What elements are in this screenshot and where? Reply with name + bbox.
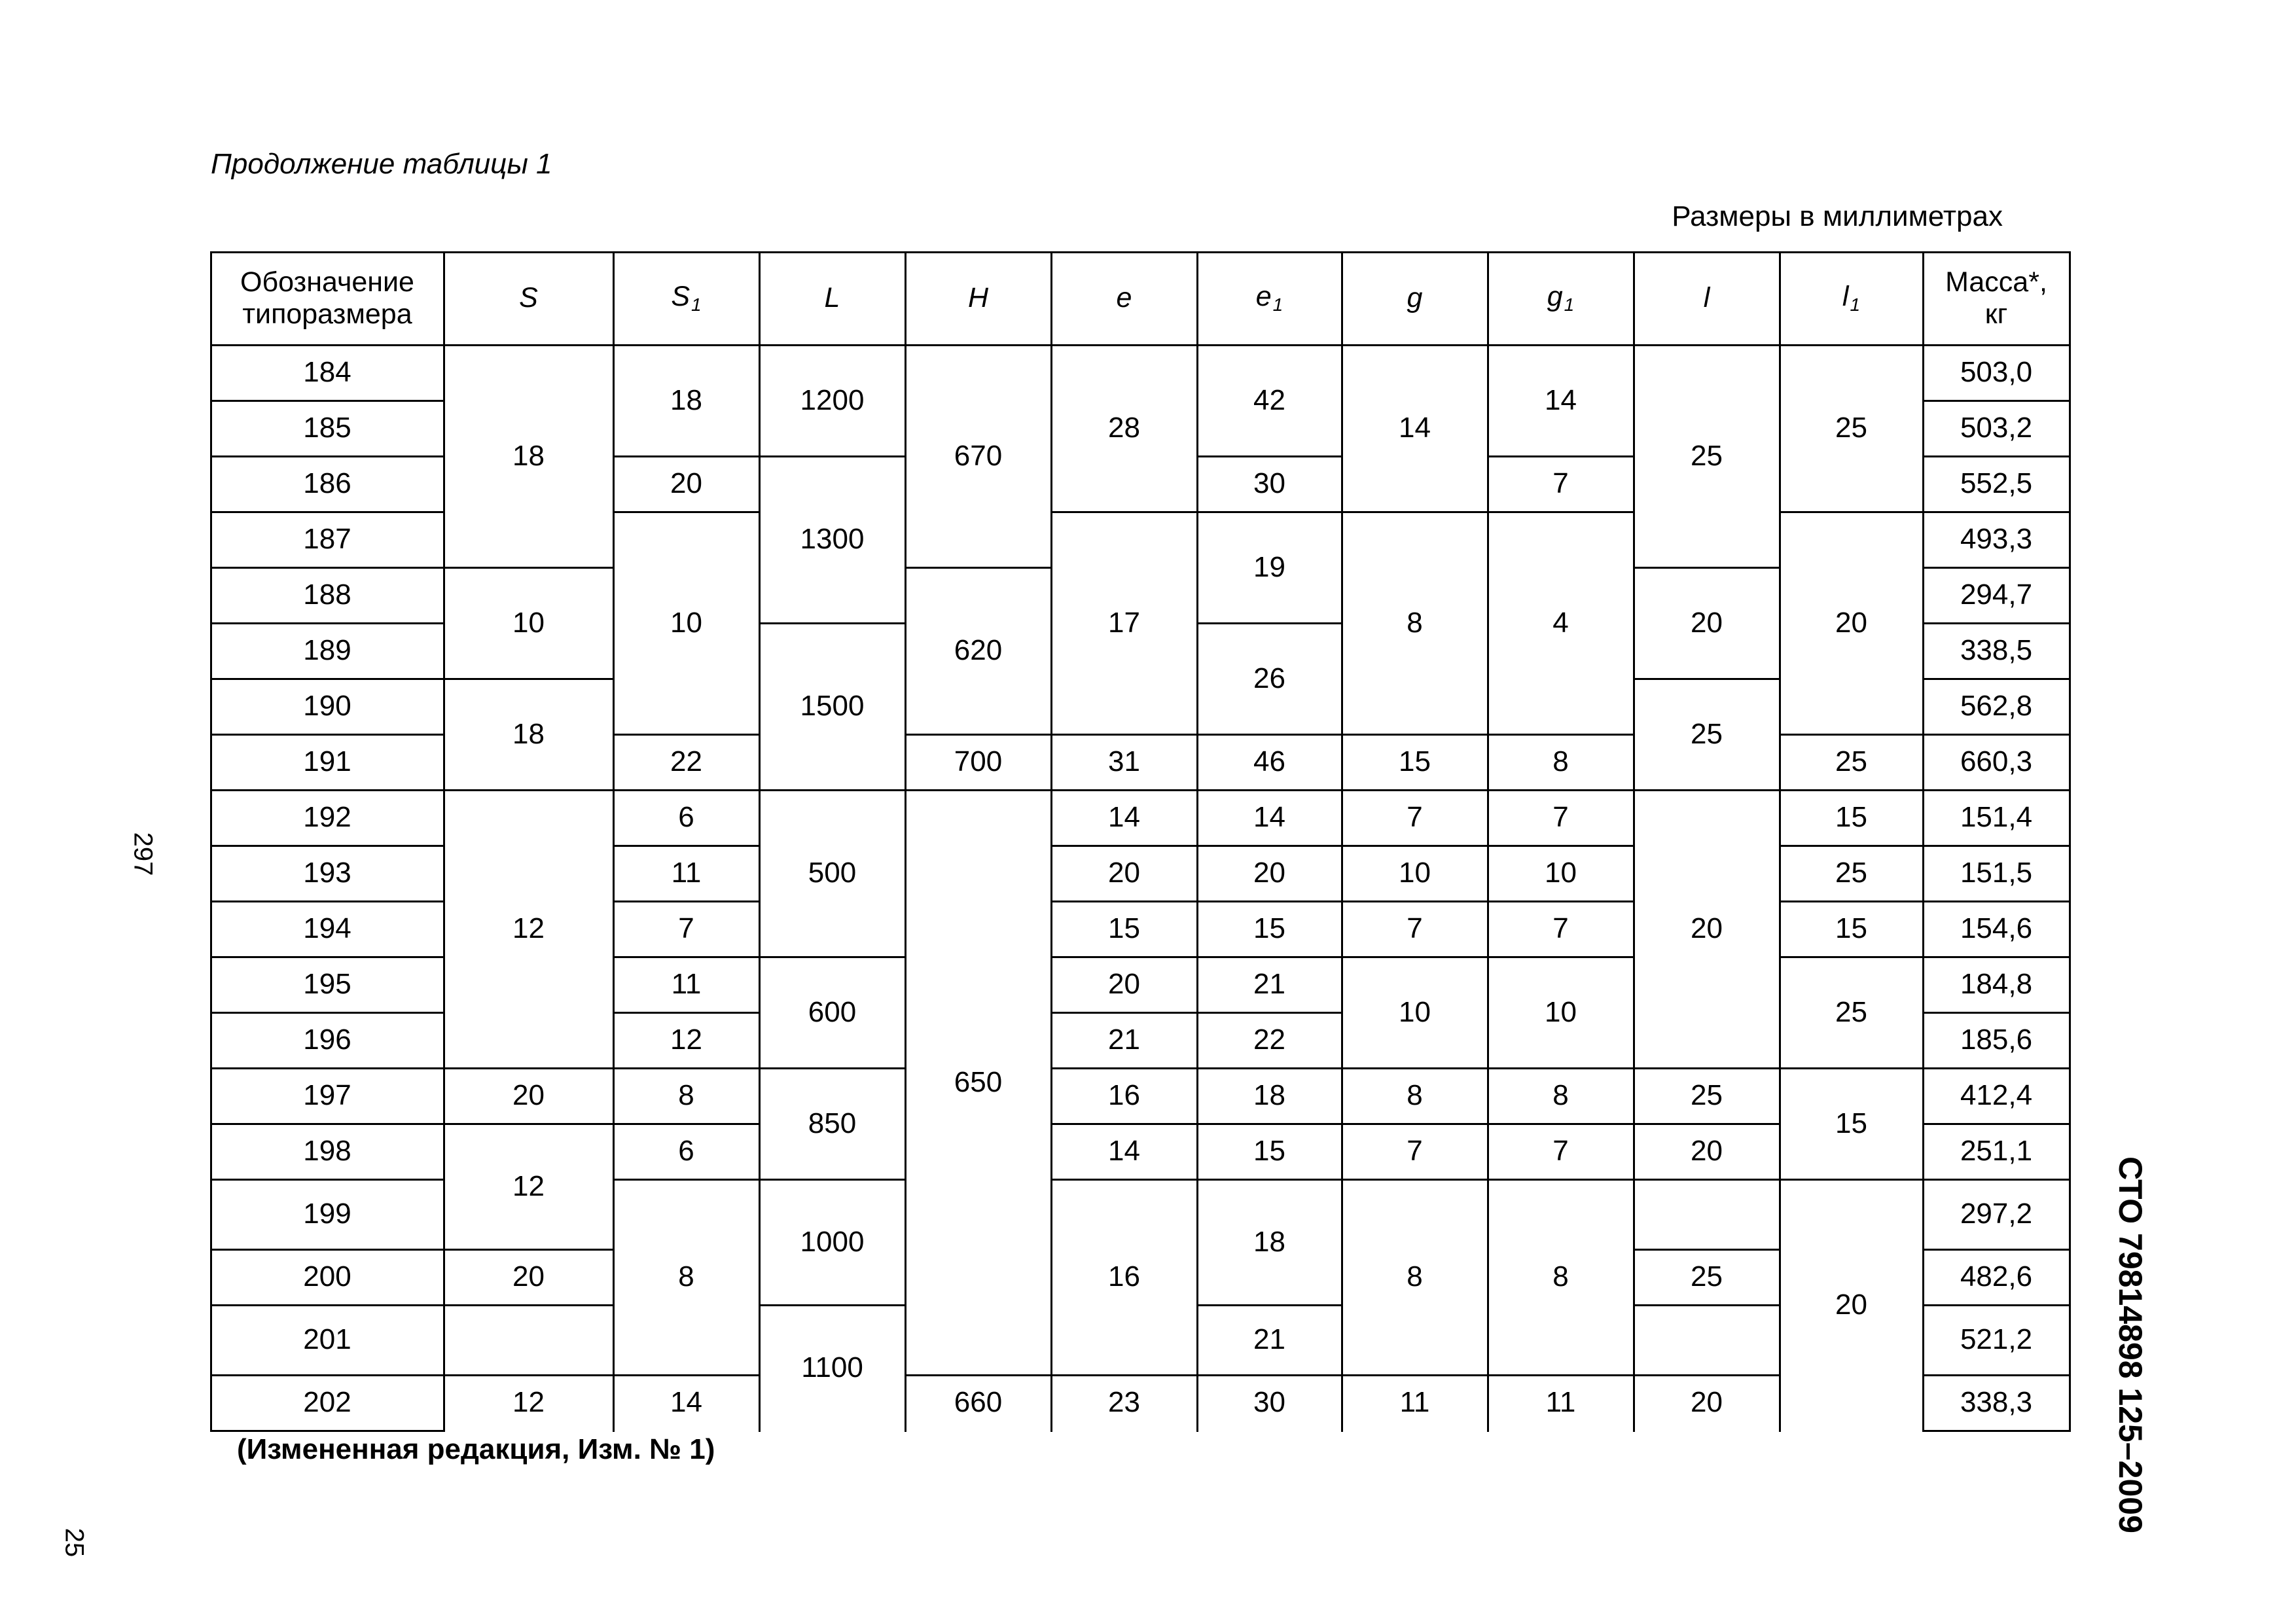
s1-cell: 20: [670, 467, 702, 500]
designation-cell: 186: [303, 467, 351, 500]
s1-cell: 8: [678, 1260, 694, 1293]
e-cell: 16: [1108, 1260, 1140, 1293]
h-cell: 620: [954, 634, 1003, 667]
g1-cell: 14: [1545, 383, 1577, 416]
header-subscript: 1: [1272, 294, 1283, 315]
l-cell: [1634, 1179, 1780, 1249]
e1-cell: 30: [1253, 1386, 1285, 1419]
header-label: [671, 281, 701, 315]
g-cell: 10: [1399, 995, 1431, 1028]
h-cell: 700: [954, 745, 1003, 778]
l1-cell: 15: [1835, 912, 1867, 945]
header-subscript: 1: [691, 294, 702, 315]
l-cell: 1300: [800, 523, 865, 556]
header-label: Масса*, кг: [1945, 266, 2047, 330]
designation-cell: 199: [303, 1198, 351, 1230]
e-cell: 16: [1108, 1079, 1140, 1112]
l-cell: 20: [1691, 1386, 1723, 1419]
e1-cell: 18: [1253, 1079, 1285, 1112]
designation-cell: 195: [303, 968, 351, 1001]
dimensions-table: [211, 252, 2070, 1417]
e1-cell: 46: [1253, 745, 1285, 778]
mass-cell: 503,0: [1960, 356, 2033, 389]
column-header: [1197, 252, 1342, 345]
mass-cell: 251,1: [1960, 1135, 2033, 1168]
s1-cell: 10: [670, 606, 702, 639]
column-header: [211, 252, 444, 345]
column-header: [1342, 252, 1488, 345]
header-symbol: S: [671, 281, 691, 313]
units-note: Размеры в миллиметрах: [1672, 200, 2003, 232]
l-cell: 25: [1691, 1260, 1723, 1293]
g1-cell: 8: [1552, 1260, 1569, 1293]
g-cell: 14: [1399, 412, 1431, 444]
l1-cell: 20: [1835, 606, 1867, 639]
s1-cell: 12: [670, 1024, 702, 1056]
h-cell: 670: [954, 439, 1003, 472]
s1-cell: 22: [670, 745, 702, 778]
designation-cell: 192: [303, 801, 351, 834]
designation-cell: 190: [303, 690, 351, 722]
s1-cell: 11: [671, 857, 702, 889]
page-number-inner: 297: [128, 832, 158, 876]
header-symbol: l: [1842, 281, 1849, 313]
g1-cell: 8: [1552, 745, 1569, 778]
page-number-outer: 25: [60, 1527, 89, 1558]
header-label: L: [824, 282, 840, 314]
designation-cell: 185: [303, 412, 351, 444]
mass-cell: 154,6: [1960, 912, 2033, 945]
g-cell: 8: [1407, 606, 1423, 639]
l-cell: 20: [1691, 1135, 1723, 1168]
l-cell: 600: [808, 995, 857, 1028]
mass-cell: 297,2: [1960, 1198, 2033, 1230]
e-cell: 20: [1108, 857, 1140, 889]
e1-cell: 21: [1253, 968, 1285, 1001]
l1-cell: 20: [1835, 1288, 1867, 1321]
e-cell: 21: [1108, 1024, 1140, 1056]
mass-cell: 521,2: [1960, 1323, 2033, 1356]
header-symbol: e: [1255, 281, 1272, 313]
designation-cell: 201: [303, 1323, 351, 1356]
l1-cell: 25: [1835, 745, 1867, 778]
header-subscript: 1: [1850, 294, 1861, 315]
l-cell: 25: [1691, 717, 1723, 750]
column-header: [759, 252, 905, 345]
e-cell: 31: [1108, 745, 1140, 778]
e1-cell: 42: [1253, 383, 1285, 416]
designation-cell: 198: [303, 1135, 351, 1168]
column-header: [1488, 252, 1634, 345]
designation-cell: 202: [303, 1386, 351, 1419]
header-label: g: [1407, 282, 1423, 314]
header-label: Обозначение типоразмера: [240, 266, 414, 330]
mass-cell: 552,5: [1960, 467, 2033, 500]
e1-cell: 15: [1253, 1135, 1285, 1168]
header-label: e: [1116, 282, 1132, 314]
e-cell: 14: [1108, 1135, 1140, 1168]
column-header: [1780, 252, 1923, 345]
e1-cell: 15: [1253, 912, 1285, 945]
s-cell: 12: [512, 1386, 545, 1419]
s1-cell: 11: [671, 968, 702, 1001]
s-cell: [444, 1305, 613, 1375]
e-cell: 17: [1108, 606, 1140, 639]
revision-note: (Измененная редакция, Изм. № 1): [237, 1433, 715, 1465]
mass-cell: 338,5: [1960, 634, 2033, 667]
l1-cell: 15: [1835, 801, 1867, 834]
mass-cell: 482,6: [1960, 1260, 2033, 1293]
designation-cell: 187: [303, 523, 351, 556]
g1-cell: 11: [1545, 1386, 1576, 1419]
l-cell: 1000: [800, 1225, 865, 1258]
e1-cell: 30: [1253, 467, 1285, 500]
column-header: [1923, 252, 2070, 345]
l1-cell: 25: [1835, 412, 1867, 444]
s-cell: 18: [512, 717, 545, 750]
g1-cell: 10: [1545, 857, 1577, 889]
mass-cell: 294,7: [1960, 579, 2033, 611]
mass-cell: 338,3: [1960, 1386, 2033, 1419]
header-label: H: [967, 282, 989, 314]
mass-cell: 412,4: [1960, 1079, 2033, 1112]
column-header: [613, 252, 759, 345]
e1-cell: 22: [1253, 1024, 1285, 1056]
e-cell: 23: [1108, 1386, 1140, 1419]
l-cell: 1500: [800, 690, 865, 722]
mass-cell: 185,6: [1960, 1024, 2033, 1056]
s-cell: 18: [512, 439, 545, 472]
table-caption: Продолжение таблицы 1: [211, 148, 552, 180]
g-cell: 8: [1407, 1079, 1423, 1112]
e-cell: 20: [1108, 968, 1140, 1001]
l1-cell: 25: [1835, 995, 1867, 1028]
g1-cell: 4: [1552, 606, 1569, 639]
e1-cell: 26: [1253, 662, 1285, 694]
designation-cell: 191: [303, 745, 351, 778]
l-cell: 20: [1691, 912, 1723, 945]
l-cell: 25: [1691, 439, 1723, 472]
s-cell: 20: [512, 1079, 545, 1112]
g-cell: 15: [1399, 745, 1431, 778]
mass-cell: 151,4: [1960, 801, 2033, 834]
l1-cell: 15: [1835, 1107, 1867, 1139]
g-cell: 10: [1399, 857, 1431, 889]
g1-cell: 8: [1552, 1079, 1569, 1112]
mass-cell: 503,2: [1960, 412, 2033, 444]
s-cell: 12: [512, 1169, 545, 1202]
e1-cell: 21: [1253, 1323, 1285, 1356]
e1-cell: 14: [1253, 801, 1285, 834]
designation-cell: 194: [303, 912, 351, 945]
column-header: [1051, 252, 1197, 345]
standard-code: СТО 79814898 125–2009: [2112, 1156, 2149, 1533]
column-header: [444, 252, 613, 345]
designation-cell: 193: [303, 857, 351, 889]
s1-cell: 14: [670, 1386, 702, 1419]
g-cell: 7: [1407, 801, 1423, 834]
table-rule: [210, 1430, 445, 1432]
header-label: [1256, 281, 1283, 315]
h-cell: 660: [954, 1386, 1003, 1419]
mass-cell: 562,8: [1960, 690, 2033, 722]
header-symbol: g: [1547, 281, 1563, 313]
header-label: l: [1703, 282, 1710, 314]
l1-cell: 25: [1835, 857, 1867, 889]
l-cell: 500: [808, 857, 857, 889]
g1-cell: 10: [1545, 995, 1577, 1028]
l-cell: 25: [1691, 1079, 1723, 1112]
mass-cell: 184,8: [1960, 968, 2033, 1001]
s-cell: 12: [512, 912, 545, 945]
designation-cell: 197: [303, 1079, 351, 1112]
s-cell: 10: [512, 606, 545, 639]
s1-cell: 7: [678, 912, 694, 945]
mass-cell: 151,5: [1960, 857, 2033, 889]
designation-cell: 184: [303, 356, 351, 389]
g1-cell: 7: [1552, 467, 1569, 500]
s1-cell: 6: [678, 1135, 694, 1168]
designation-cell: 196: [303, 1024, 351, 1056]
designation-cell: 200: [303, 1260, 351, 1293]
g1-cell: 7: [1552, 1135, 1569, 1168]
g-cell: 11: [1399, 1386, 1430, 1419]
e1-cell: 19: [1253, 550, 1285, 583]
s1-cell: 18: [670, 383, 702, 416]
e-cell: 28: [1108, 412, 1140, 444]
designation-cell: 188: [303, 579, 351, 611]
g-cell: 7: [1407, 1135, 1423, 1168]
s-cell: 20: [512, 1260, 545, 1293]
e1-cell: 18: [1253, 1225, 1285, 1258]
s1-cell: 6: [678, 801, 694, 834]
g-cell: 8: [1407, 1260, 1423, 1293]
e1-cell: 20: [1253, 857, 1285, 889]
l-cell: 20: [1691, 606, 1723, 639]
column-header: [1634, 252, 1780, 345]
e-cell: 14: [1108, 801, 1140, 834]
g-cell: 7: [1407, 912, 1423, 945]
l-cell: 850: [808, 1107, 857, 1139]
g1-cell: 7: [1552, 801, 1569, 834]
l-cell: [1634, 1305, 1780, 1375]
mass-cell: 493,3: [1960, 523, 2033, 556]
column-header: [905, 252, 1051, 345]
header-label: [1547, 281, 1575, 315]
mass-cell: 660,3: [1960, 745, 2033, 778]
h-cell: 650: [954, 1065, 1003, 1098]
e-cell: 15: [1108, 912, 1140, 945]
l-cell: 1200: [800, 383, 865, 416]
s1-cell: 8: [678, 1079, 694, 1112]
header-label: S: [519, 282, 538, 314]
header-subscript: 1: [1564, 294, 1575, 315]
g1-cell: 7: [1552, 912, 1569, 945]
header-label: [1842, 281, 1860, 315]
l-cell: 1100: [801, 1351, 863, 1383]
designation-cell: 189: [303, 634, 351, 667]
table-rule: [1922, 1430, 2071, 1432]
